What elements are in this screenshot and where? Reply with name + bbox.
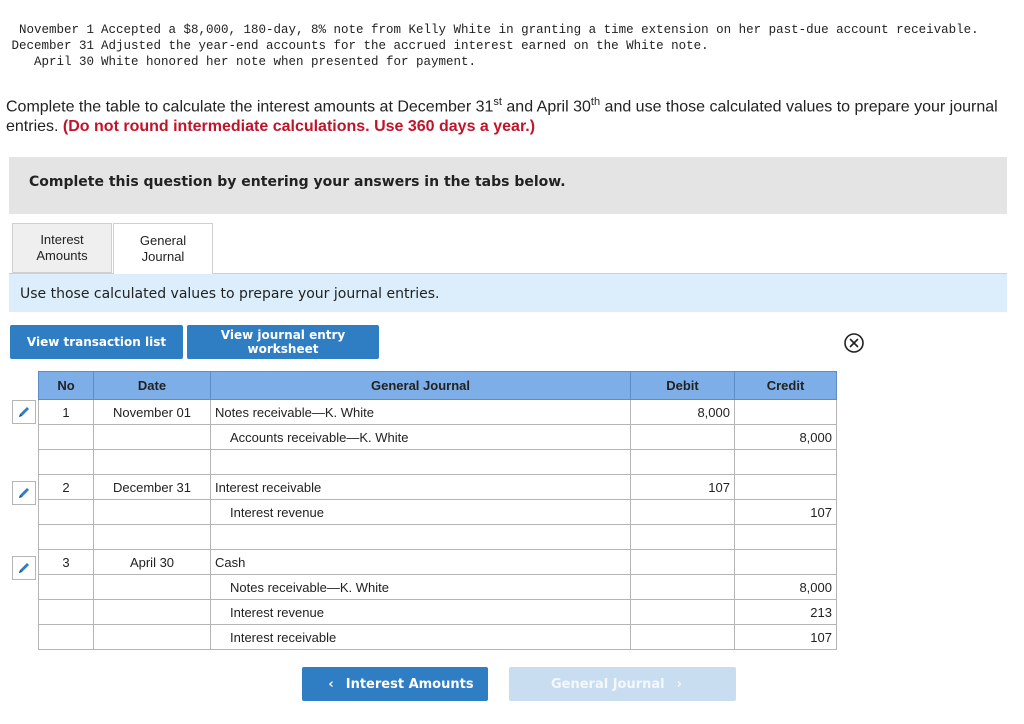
cell-debit[interactable]: 8,000 (631, 400, 735, 425)
cell-debit[interactable] (631, 525, 735, 550)
cell-credit[interactable] (735, 400, 837, 425)
cell-account[interactable]: Interest revenue (211, 600, 631, 625)
table-row (39, 475, 837, 500)
table-row (39, 575, 837, 600)
cell-date: November 01 (94, 400, 211, 425)
cell-date: December 31 (94, 475, 211, 500)
pencil-icon (16, 404, 32, 420)
header-general-journal: General Journal (211, 372, 631, 400)
table-row (39, 525, 837, 550)
cell-date (94, 600, 211, 625)
cell-credit[interactable] (735, 450, 837, 475)
cell-no (39, 525, 94, 550)
instructions-text: Complete the table to calculate the interest amounts at December 31st and April 30th and use those calculated values to prepare your journal entries. (Do not round intermediate calculations. Use 360 days a year.) (6, 96, 998, 136)
cell-account[interactable]: Interest receivable (211, 475, 631, 500)
cell-account[interactable]: Notes receivable—K. White (211, 575, 631, 600)
question-prompt: Complete this question by entering your answers in the tabs below. (29, 174, 566, 190)
prev-tab-button[interactable]: ‹ Interest Amounts (302, 667, 488, 701)
edit-entry-2-icon[interactable] (12, 481, 36, 505)
cell-debit[interactable] (631, 550, 735, 575)
table-row (39, 400, 837, 425)
journal-table (38, 371, 837, 650)
edit-entry-3-icon[interactable] (12, 556, 36, 580)
event-date: December 31 (11, 39, 94, 53)
cell-no: 1 (39, 400, 94, 425)
cell-date (94, 500, 211, 525)
cell-no: 3 (39, 550, 94, 575)
pencil-icon (16, 485, 32, 501)
event-line (6, 54, 979, 70)
tab-general-journal[interactable]: General Journal (113, 223, 213, 274)
cell-debit[interactable] (631, 425, 735, 450)
cell-debit[interactable] (631, 575, 735, 600)
cell-no (39, 575, 94, 600)
question-banner (9, 157, 1007, 214)
event-text: White honored her note when presented for payment. (101, 55, 477, 69)
cell-account[interactable]: Interest receivable (211, 625, 631, 650)
table-row (39, 450, 837, 475)
cell-account[interactable]: Notes receivable—K. White (211, 400, 631, 425)
cell-credit[interactable]: 107 (735, 500, 837, 525)
table-row (39, 625, 837, 650)
cell-debit[interactable]: 107 (631, 475, 735, 500)
cell-no (39, 600, 94, 625)
cell-credit[interactable]: 213 (735, 600, 837, 625)
table-header-row (39, 372, 837, 400)
close-icon[interactable] (843, 332, 865, 354)
event-text: Adjusted the year-end accounts for the accrued interest earned on the White note. (101, 39, 709, 53)
cell-debit[interactable] (631, 450, 735, 475)
cell-credit[interactable] (735, 550, 837, 575)
chevron-right-icon: › (676, 676, 682, 692)
table-row (39, 550, 837, 575)
event-line (6, 22, 979, 38)
cell-credit[interactable]: 107 (735, 625, 837, 650)
tab-interest-amounts[interactable]: Interest Amounts (12, 223, 112, 273)
view-transaction-list-button[interactable]: View transaction list (10, 325, 183, 359)
tab-instruction: Use those calculated values to prepare your journal entries. (9, 274, 1007, 312)
cell-date (94, 625, 211, 650)
cell-credit[interactable] (735, 475, 837, 500)
header-debit: Debit (631, 372, 735, 400)
event-line (6, 38, 979, 54)
cell-credit[interactable] (735, 525, 837, 550)
cell-no: 2 (39, 475, 94, 500)
table-row (39, 500, 837, 525)
cell-account[interactable]: Interest revenue (211, 500, 631, 525)
cell-date (94, 450, 211, 475)
pencil-icon (16, 560, 32, 576)
header-no: No (39, 372, 94, 400)
cell-credit[interactable]: 8,000 (735, 425, 837, 450)
cell-date (94, 425, 211, 450)
chevron-left-icon: ‹ (328, 676, 334, 692)
cell-account[interactable] (211, 525, 631, 550)
table-row (39, 600, 837, 625)
cell-no (39, 425, 94, 450)
header-credit: Credit (735, 372, 837, 400)
cell-debit[interactable] (631, 625, 735, 650)
problem-events (6, 22, 979, 70)
cell-credit[interactable]: 8,000 (735, 575, 837, 600)
cell-debit[interactable] (631, 500, 735, 525)
cell-account[interactable]: Accounts receivable—K. White (211, 425, 631, 450)
cell-date (94, 575, 211, 600)
cell-date (94, 525, 211, 550)
cell-account[interactable] (211, 450, 631, 475)
event-date: April 30 (33, 55, 94, 69)
header-date: Date (94, 372, 211, 400)
instructions-emphasis: (Do not round intermediate calculations. Use 360 days a year.) (62, 118, 536, 136)
cell-no (39, 500, 94, 525)
event-text: Accepted a $8,000, 180-day, 8% note from Kelly White in granting a time extension on her past-due account receivable. (101, 23, 979, 37)
event-date: November 1 (18, 23, 94, 37)
table-row (39, 425, 837, 450)
cell-no (39, 450, 94, 475)
cell-debit[interactable] (631, 600, 735, 625)
edit-entry-1-icon[interactable] (12, 400, 36, 424)
next-tab-button: General Journal › (509, 667, 736, 701)
cell-date: April 30 (94, 550, 211, 575)
view-journal-worksheet-button[interactable]: View journal entry worksheet (187, 325, 379, 359)
cell-account[interactable]: Cash (211, 550, 631, 575)
cell-no (39, 625, 94, 650)
